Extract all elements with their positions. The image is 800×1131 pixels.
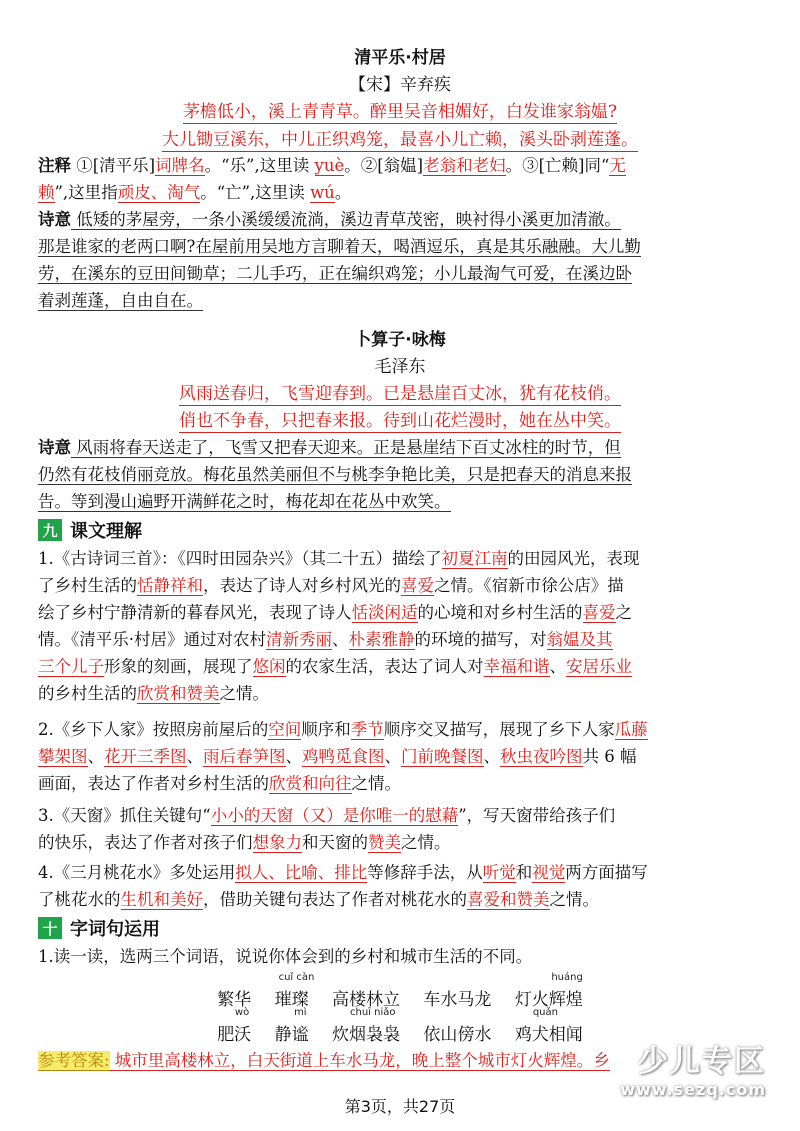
word-item: cuǐ càn 璀璨: [274, 972, 315, 1010]
poem1-author: 【宋】辛弃疾: [349, 75, 451, 95]
notes-label: 注释: [38, 156, 71, 175]
word-item: 高楼林立: [332, 990, 400, 1010]
poem2-line2: 俏也不争春，只把春来报。待到山花烂漫时，她在丛中笑。: [179, 411, 621, 431]
section9-badge: 九: [38, 519, 62, 541]
watermark-url: www.sezq.com: [620, 1080, 766, 1099]
meaning-label: 诗意: [38, 210, 71, 229]
watermark: [620, 1036, 766, 1099]
section10-answer: 参考答案: 城市里高楼林立，白天街道上车水马龙，晚上整个城市灯火辉煌。乡: [38, 1051, 610, 1070]
section9-item3: 3.《天窗》抓住关键句“小小的天窗（又）是你唯一的慰藉”，写天窗带给孩子们 的快乐，表达了作者对孩子们想象力和天窗的赞美之情。: [38, 806, 616, 852]
word-item: quǎn 鸡犬相闻: [514, 1007, 583, 1045]
section9-item4: 4.《三月桃花水》多处运用拟人、比喻、排比等修辞手法，从听觉和视觉两方面描写 了桃花水的生机和美好，借助关键句表达了作者对桃花水的喜爱和赞美之情。: [38, 863, 648, 909]
watermark-name: 少儿专区: [638, 1044, 766, 1079]
word-item: mì 静谧: [274, 1007, 309, 1045]
word-item: huáng 灯火辉煌: [514, 972, 583, 1010]
poem1-line1: 茅檐低小，溪上青青草。醉里吴音相媚好，白发谁家翁媪?: [182, 102, 618, 122]
word-item: 车水马龙: [423, 990, 492, 1010]
poem2-meaning: 诗意 风雨将春天送走了，飞雪又把春天迎来。正是悬崖结下百丈冰柱的时节，但 仍然有花枝俏丽竞放。梅花虽然美丽但不与桃李争艳比美，只是把春天的消息来报 告。等到漫山遍野开满鲜花之时，梅花却在花丛中欢笑。: [38, 438, 632, 511]
section10-title: 字词句运用: [70, 919, 160, 940]
section9-heading: [38, 518, 142, 542]
answer-label: 参考答案:: [38, 1051, 110, 1070]
section9-title: 课文理解: [70, 521, 142, 542]
word-item: 繁华: [217, 990, 252, 1010]
word-item: 依山傍水: [423, 1025, 492, 1045]
poem1-title: 清平乐·村居: [354, 48, 446, 68]
poem2-title: 卜算子·咏梅: [354, 330, 446, 350]
word-item: chuī niǎo 炊烟袅袅: [332, 1007, 400, 1045]
word-row-1: [0, 972, 800, 1010]
poem1-meaning: 诗意 低矮的茅屋旁，一条小溪缓缓流淌，溪边青草茂密，映衬得小溪更加清澈。 那是谁家的老两口啊?在屋前用吴地方言聊着天，喝酒逗乐，真是其乐融融。大儿勤 劳，在溪东的豆田间锄草；二儿手巧，正在编织鸡笼；小儿最淘气可爱，在溪边卧 着剥莲蓬，自由自在。: [38, 210, 641, 310]
poem2-author: 毛泽东: [374, 357, 426, 377]
poem2-line1: 风雨送春归，飞雪迎春到。已是悬崖百丈冰，犹有花枝俏。: [179, 384, 621, 404]
poem1-notes: 注释 ①[清平乐]词牌名。“乐”,这里读 yuè。②[翁媪]老翁和老妇。③[亡赖]同“无 赖”,这里指顽皮、淘气。“亡”,这里读 wú。: [38, 156, 626, 202]
section10-heading: [38, 916, 160, 940]
section10-question: 1.读一读，选两三个词语，说说你体会到的乡村和城市生活的不同。: [38, 947, 533, 966]
section9-item2: 2.《乡下人家》按照房前屋后的空间顺序和季节顺序交叉描写，展现了乡下人家瓜藤 攀架图、花开三季图、雨后春笋图、鸡鸭觅食图、门前晚餐图、秋虫夜吟图共 6 幅 画面，表达了作者对乡村生活的欣赏和向往之情。: [38, 720, 648, 793]
poem1-line2: 大儿锄豆溪东，中儿正织鸡笼，最喜小儿亡赖，溪头卧剥莲蓬。: [162, 130, 638, 150]
word-item: wò 肥沃: [217, 1007, 252, 1045]
page-number: 第3页，共27页: [344, 1097, 456, 1116]
section10-badge: 十: [38, 917, 62, 939]
section9-item1: 1.《古诗词三首》：《四时田园杂兴》（其二十五）描绘了初夏江南的田园风光，表现 了乡村生活的恬静祥和，表达了诗人对乡村风光的喜爱之情。《宿新市徐公店》描 绘了乡村宁静清新的暮春风光，表现了诗人恬淡闲适的心境和对乡村生活的喜爱之 情。《清平乐·村居》通过对农村清新秀丽、朴素雅静的环境的描写，对翁媪及其 三个儿子形象的刻画，展现了悠闲的农家生活，表达了词人对幸福和谐、安居乐业 的乡村生活的欣赏和赞美之情。: [38, 549, 640, 703]
